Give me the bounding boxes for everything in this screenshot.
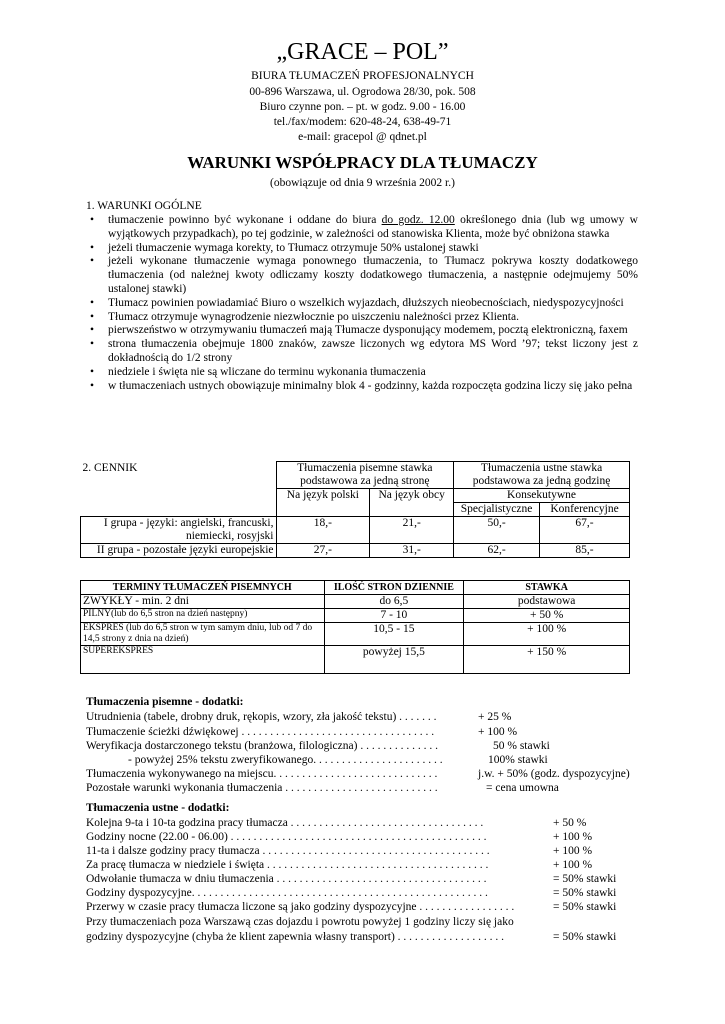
company-subtitle: BIURA TŁUMACZEŃ PROFESJONALNYCH [251, 70, 474, 82]
table-row: PILNY(lub do 6,5 stron na dzień następny) 7 - 10 + 50 % [81, 609, 630, 623]
extras-row: Tłumaczenie ścieżki dźwiękowej . . . . . . . . . . . . . . . . . . . . . . . . . . . . . . . . . . [86, 726, 435, 738]
section-general-title: 1. WARUNKI OGÓLNE [86, 200, 202, 212]
extras-value: + 100 % [478, 726, 518, 738]
list-item: • pierwszeństwo w otrzymywaniu tłumaczeń mają Tłumacze dysponujący modemem, pocztą elektroniczną, faxem [88, 324, 638, 338]
table-row: EKSPRES (lub do 6,5 stron w tym samym dniu, lub od 7 do 14,5 strony z dnia na dzień) 10,5 - 15 + 100 % [81, 623, 630, 646]
extras-value: + 100 % [553, 845, 593, 857]
price-cell: 67,- [540, 517, 630, 544]
extras-row: Przerwy w czasie pracy tłumacza liczone są jako godziny dyspozycyjne . . . . . . . . . . . . . . . . . [86, 901, 515, 913]
extras-row: Godziny nocne (22.00 - 06.00) . . . . . . . . . . . . . . . . . . . . . . . . . . . . . . . . . . . . . . . . . . . . . [86, 831, 487, 843]
general-conditions-list [88, 214, 638, 393]
price-cell: 27,- [276, 544, 370, 558]
price-cell: 18,- [276, 517, 370, 544]
extras-value: = 50% stawki [553, 901, 617, 913]
list-item: • tłumaczenie powinno być wykonane i oddane do biura do godz. 12.00 określonego dnia (lub wg umowy w wyjątkowych przypadkach), po tej godzinie, w zależności od stanowiska Klienta, może być obniżona stawka [88, 214, 638, 242]
oral-extras-title: Tłumaczenia ustne - dodatki: [86, 802, 230, 814]
document-heading: WARUNKI WSPÓŁPRACY DLA TŁUMACZY [187, 153, 538, 172]
extras-value: + 50 % [553, 817, 587, 829]
extras-row: Pozostałe warunki wykonania tłumaczenia . . . . . . . . . . . . . . . . . . . . . . . . . . . [86, 782, 438, 794]
list-item: • jeżeli tłumaczenie wymaga korekty, to Tłumacz otrzymuje 50% ustalonej stawki [88, 242, 638, 256]
document-validity: (obowiązuje od dnia 9 września 2002 r.) [270, 177, 455, 189]
conference-header: Konferencyjne [540, 503, 630, 517]
list-item: • niedziele i święta nie są wliczane do terminu wykonania tłumaczenia [88, 366, 638, 380]
extras-row: Weryfikacja dostarczonego tekstu (branżowa, filologiczna) . . . . . . . . . . . . . . [86, 740, 438, 752]
extras-row: Kolejna 9-ta i 10-ta godzina pracy tłumacza . . . . . . . . . . . . . . . . . . . . . . . . . . . . . . . . . . [86, 817, 484, 829]
email-address: e-mail: gracepol @ qdnet.pl [298, 131, 427, 143]
extras-row: Godziny dyspozycyjne. . . . . . . . . . . . . . . . . . . . . . . . . . . . . . . . . . . . . . . . . . . . . . . . . . . . [86, 887, 488, 899]
group-name: II grupa - pozostałe języki europejskie [81, 544, 277, 558]
price-list-table [80, 461, 630, 558]
price-cell: 85,- [540, 544, 630, 558]
list-item: • Tłumacz powinien powiadamiać Biuro o wszelkich wyjazdach, dłuższych nieobecnościach, niedyspozycyjności [88, 297, 638, 311]
consecutive-header: Konsekutywne [454, 489, 630, 503]
table-row: SUPEREKSPRES powyżej 15,5 + 150 % [81, 646, 630, 674]
written-header: Tłumaczenia pisemne stawka podstawowa za jedną stronę [276, 462, 454, 489]
to-foreign-header: Na język obcy [370, 489, 454, 517]
price-cell: 50,- [454, 517, 540, 544]
oral-header: Tłumaczenia ustne stawka podstawowa za jedną godzinę [454, 462, 630, 489]
price-cell: 62,- [454, 544, 540, 558]
office-hours: Biuro czynne pon. – pt. w godz. 9.00 - 16.00 [259, 101, 466, 113]
company-name: „GRACE – POL” [276, 39, 449, 65]
price-cell: 31,- [370, 544, 454, 558]
extras-row: Za pracę tłumacza w niedziele i święta . . . . . . . . . . . . . . . . . . . . . . . . . . . . . . . . . . . . . . . [86, 859, 489, 871]
extras-row: Przy tłumaczeniach poza Warszawą czas dojazdu i powrotu powyżej 1 godziny liczy się jako [86, 916, 514, 928]
list-item: • jeżeli wykonane tłumaczenie wymaga ponownego tłumaczenia, to Tłumacz pokrywa koszty dodatkowego tłumaczenia (od należnej kwoty odliczamy koszty dodatkowego tłumaczenia, a następnie odejmujemy 50% ustalonej stawki) [88, 255, 638, 296]
list-item: • Tłumacz otrzymuje wynagrodzenie niezwłocznie po uiszczeniu należności przez Klienta. [88, 311, 638, 325]
specialist-header: Specjalistyczne [454, 503, 540, 517]
extras-value: + 25 % [478, 711, 512, 723]
extras-value: = 50% stawki [553, 873, 617, 885]
company-address: 00-896 Warszawa, ul. Ogrodowa 28/30, pok. 508 [249, 86, 476, 98]
rate-header: STAWKA [464, 581, 630, 595]
extras-value: + 100 % [553, 831, 593, 843]
table-row [81, 544, 630, 558]
extras-value: = 50% stawki [553, 931, 617, 943]
phone-numbers: tel./fax/modem: 620-48-24, 638-49-71 [273, 116, 452, 128]
extras-row: godziny dyspozycyjne (chyba że klient zapewnia własny transport) . . . . . . . . . . . . . . . . . . . [86, 931, 505, 943]
deadline-header: TERMINY TŁUMACZEŃ PISEMNYCH [81, 581, 325, 595]
price-list-label: 2. CENNIK [82, 461, 138, 474]
group-name: I grupa - języki: angielski, francuski, niemiecki, rosyjski [81, 517, 277, 544]
list-item: • w tłumaczeniach ustnych obowiązuje minimalny blok 4 - godzinny, każda rozpoczęta godzina liczy się jako pełna [88, 380, 638, 394]
extras-row: Tłumaczenia wykonywanego na miejscu. . . . . . . . . . . . . . . . . . . . . . . . . . . . . [86, 768, 438, 780]
extras-row: - powyżej 25% tekstu zweryfikowanego. . . . . . . . . . . . . . . . . . . . . . . [128, 754, 443, 766]
to-polish-header: Na język polski [276, 489, 370, 517]
deadlines-table [80, 580, 630, 674]
extras-value: 100% stawki [488, 754, 548, 766]
price-cell: 21,- [370, 517, 454, 544]
extras-value: 50 % stawki [493, 740, 550, 752]
list-item: • strona tłumaczenia obejmuje 1800 znaków, zawsze liczonych wg edytora MS Word ’97; tekst liczony jest z dokładnością do 1/2 strony [88, 338, 638, 366]
extras-row: 11-ta i dalsze godziny pracy tłumacza . . . . . . . . . . . . . . . . . . . . . . . . . . . . . . . . . . . . . . . . [86, 845, 490, 857]
pages-header: ILOŚĆ STRON DZIENNIE [324, 581, 464, 595]
table-row [81, 517, 630, 544]
extras-row: Odwołanie tłumacza w dniu tłumaczenia . . . . . . . . . . . . . . . . . . . . . . . . . . . . . . . . . . . . . [86, 873, 487, 885]
extras-value: + 100 % [553, 859, 593, 871]
written-extras-title: Tłumaczenia pisemne - dodatki: [86, 696, 244, 708]
extras-value: = cena umowna [486, 782, 559, 794]
extras-row: Utrudnienia (tabele, drobny druk, rękopis, wzory, zła jakość tekstu) . . . . . . . [86, 711, 437, 723]
table-row: ZWYKŁY - min. 2 dni do 6,5 podstawowa [81, 595, 630, 609]
extras-value: j.w. + 50% (godz. dyspozycyjne) [478, 768, 630, 780]
extras-value: = 50% stawki [553, 887, 617, 899]
